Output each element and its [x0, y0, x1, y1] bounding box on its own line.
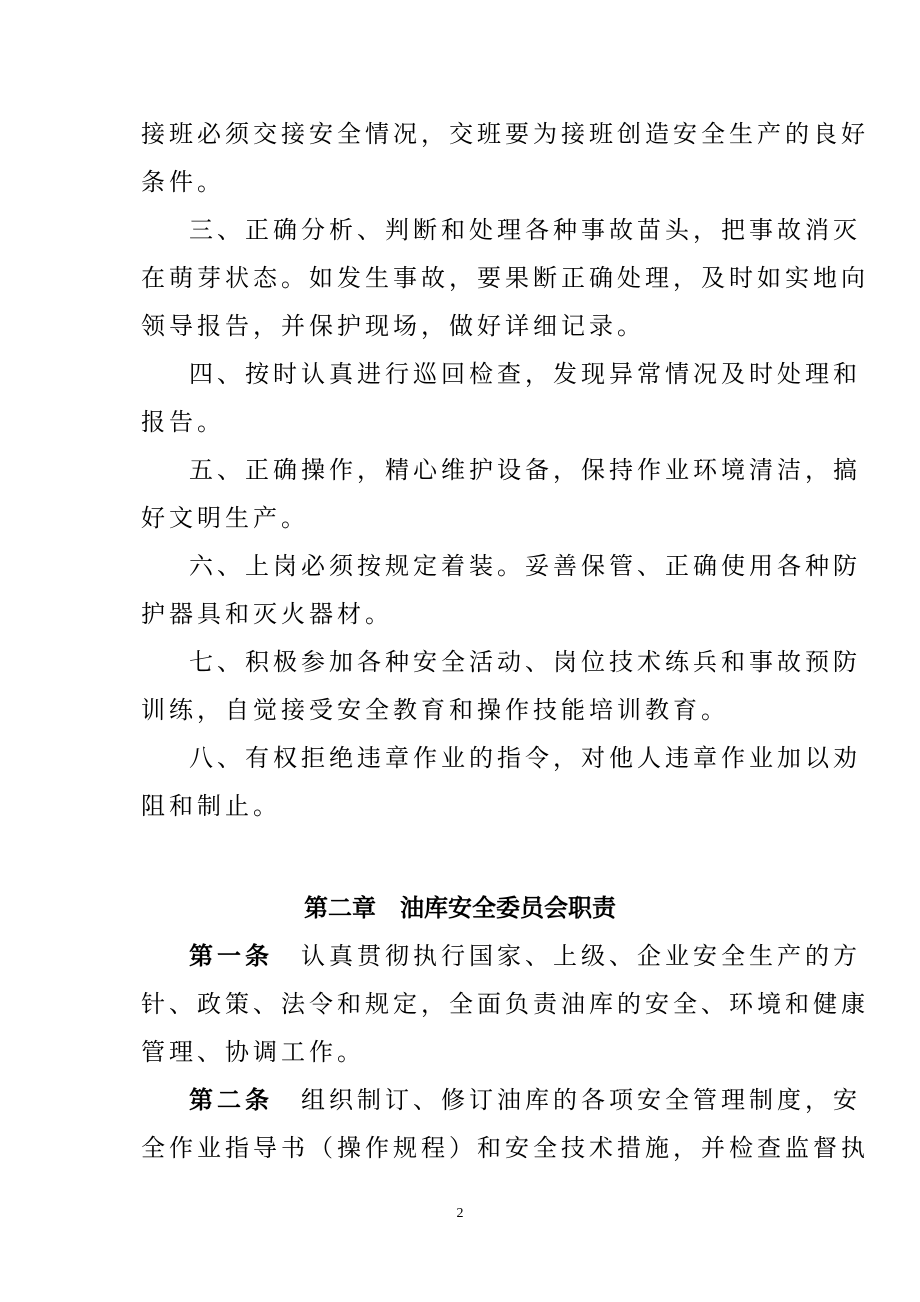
paragraph-line: 三、正确分析、判断和处理各种事故苗头，把事故消灭	[189, 216, 861, 244]
paragraph-line: 好文明生产。	[141, 504, 309, 532]
paragraph-line: 报告。	[141, 408, 225, 436]
article-2-text: 组织制订、修订油库的各项安全管理制度，安	[273, 1086, 861, 1114]
paragraph-line: 八、有权拒绝违章作业的指令，对他人违章作业加以劝	[189, 744, 861, 772]
paragraph-line: 针、政策、法令和规定，全面负责油库的安全、环境和健康	[141, 990, 869, 1018]
paragraph-line: 六、上岗必须按规定着装。妥善保管、正确使用各种防	[189, 552, 861, 580]
paragraph-line: 四、按时认真进行巡回检查，发现异常情况及时处理和	[189, 360, 861, 388]
paragraph-line: 阻和制止。	[141, 792, 281, 820]
article-2-line	[189, 1082, 861, 1118]
paragraph-line: 在萌芽状态。如发生事故，要果断正确处理，及时如实地向	[141, 264, 869, 292]
paragraph-line: 五、正确操作，精心维护设备，保持作业环境清洁，搞	[189, 456, 861, 484]
paragraph-line: 领导报告，并保护现场，做好详细记录。	[141, 312, 645, 340]
page-number: 2	[456, 1206, 464, 1221]
paragraph-line: 全作业指导书（操作规程）和安全技术措施，并检查监督执	[141, 1134, 869, 1162]
article-1-line	[189, 938, 861, 974]
paragraph-line: 接班必须交接安全情况，交班要为接班创造安全生产的良好	[141, 120, 869, 148]
paragraph-line: 七、积极参加各种安全活动、岗位技术练兵和事故预防	[189, 648, 861, 676]
paragraph-line: 训练，自觉接受安全教育和操作技能培训教育。	[141, 696, 729, 724]
article-1-text: 认真贯彻执行国家、上级、企业安全生产的方	[273, 942, 861, 970]
article-2-label: 第二条	[189, 1086, 273, 1114]
chapter-heading: 第二章 油库安全委员会职责	[304, 894, 616, 922]
article-1-label: 第一条	[189, 942, 273, 970]
paragraph-line: 管理、协调工作。	[141, 1038, 365, 1066]
paragraph-line: 条件。	[141, 168, 225, 196]
paragraph-line: 护器具和灭火器材。	[141, 600, 393, 628]
